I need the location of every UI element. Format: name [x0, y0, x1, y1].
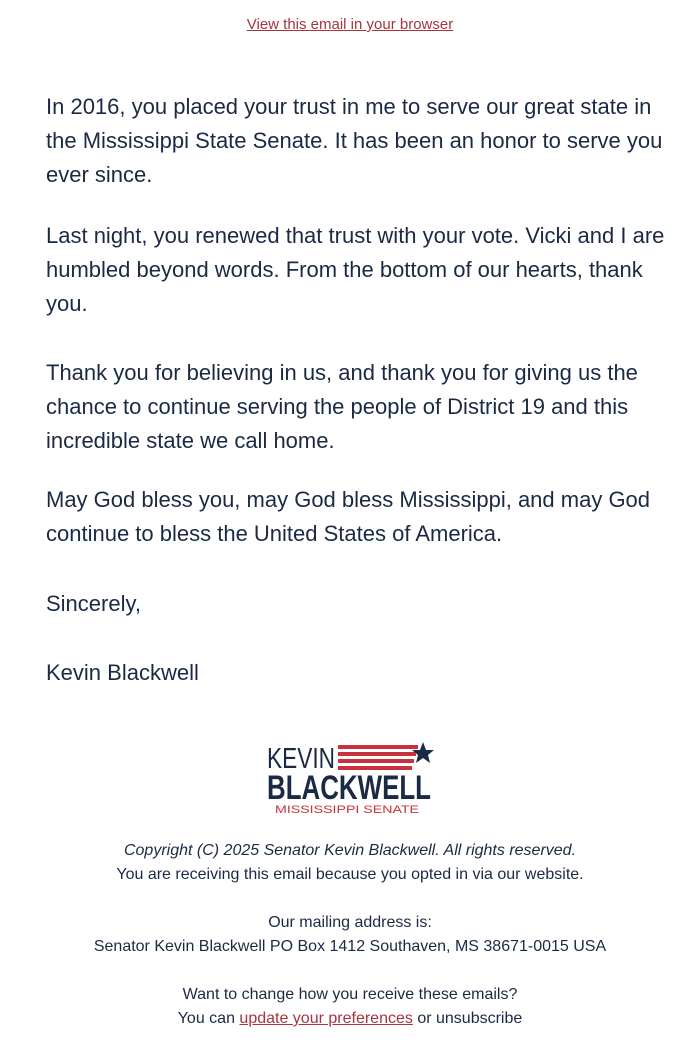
- view-in-browser-link[interactable]: View this email in your browser: [246, 16, 454, 33]
- you-can-text: You can: [177, 1010, 235, 1027]
- view-in-browser-row: [0, 16, 700, 33]
- logo-first-name: KEVIN: [267, 743, 335, 775]
- logo-stripe-1: [338, 745, 418, 749]
- mailing-label: Our mailing address is:: [268, 914, 432, 931]
- letter-signature: Kevin Blackwell: [46, 660, 199, 685]
- letter-paragraph-2: Last night, you renewed that trust with your vote. Vicki and I are humbled beyond words. From the bottom of our hearts, thank you.: [46, 223, 665, 316]
- logo-last-name: BLACKWELL: [267, 769, 431, 807]
- letter-paragraph-3: Thank you for believing in us, and thank you for giving us the chance to continue serving the people of District 19 and this incredible state we call home.: [46, 360, 638, 453]
- logo-stripes: [338, 745, 418, 770]
- opt-in-notice: You are receiving this email because you opted in via our website.: [116, 866, 584, 883]
- logo-stripe-3: [338, 759, 414, 763]
- footer-legal: [0, 839, 700, 887]
- mailing-address: Senator Kevin Blackwell PO Box 1412 Southaven, MS 38671-0015 USA: [93, 938, 607, 955]
- kevin-blackwell-logo: [266, 740, 436, 816]
- footer-preferences: [0, 983, 700, 1031]
- change-prompt: Want to change how you receive these emails?: [182, 986, 518, 1003]
- logo-stripe-2: [338, 752, 416, 756]
- letter-closing: Sincerely,: [46, 591, 141, 616]
- logo-subtitle: MISSISSIPPI SENATE: [275, 804, 419, 816]
- letter-paragraph-4: May God bless you, may God bless Mississippi, and may God continue to bless the United States of America.: [46, 487, 651, 546]
- footer-mailing: [0, 911, 700, 959]
- letter-paragraph-1: In 2016, you placed your trust in me to serve our great state in the Mississippi State Senate. It has been an honor to serve you ever since.: [46, 94, 663, 187]
- unsubscribe-text: or unsubscribe: [417, 1010, 523, 1027]
- update-preferences-link[interactable]: update your preferences: [239, 1010, 413, 1027]
- preferences-row: [0, 1007, 700, 1031]
- copyright-text: Copyright (C) 2025 Senator Kevin Blackwell. All rights reserved.: [123, 842, 577, 859]
